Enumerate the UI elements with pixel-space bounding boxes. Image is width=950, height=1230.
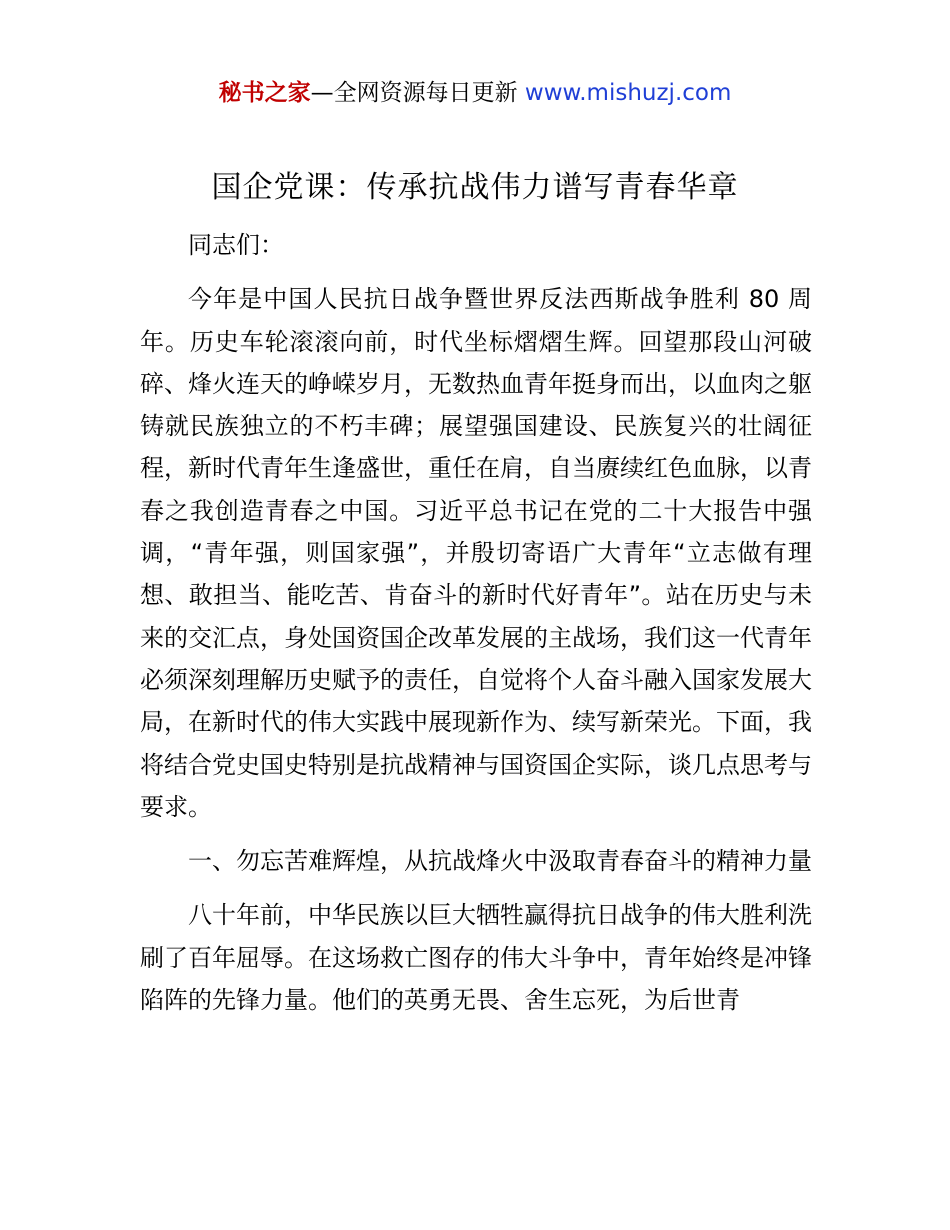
paragraph-intro: 今年是中国人民抗日战争暨世界反法西斯战争胜利 80 周年。历史车轮滚滚向前，时代坐标熠熠生辉。回望那段山河破碎、烽火连天的峥嵘岁月，无数热血青年挺身而出，以血肉之躯铸就民族独立的不朽丰碑；展望强国建设、民族复兴的壮阔征程，新时代青年生逢盛世，重任在肩，自当赓续红色血脉，以青春之我创造青春之中国。习近平总书记在党的二十大报告中强调，“青年强，则国家强”，并殷切寄语广大青年“立志做有理想、敢担当、能吃苦、肯奋斗的新时代好青年”。站在历史与未来的交汇点，身处国资国企改革发展的主战场，我们这一代青年必须深刻理解历史赋予的责任，自觉将个人奋斗融入国家发展大局，在新时代的伟大实践中展现新作为、续写新荣光。下面，我将结合党史国史特别是抗战精神与国资国企实际，谈几点思考与要求。 [140,285,812,821]
paragraph-section-1: 八十年前，中华民族以巨大牺牲赢得抗日战争的伟大胜利洗刷了百年屈辱。在这场救亡图存的伟大斗争中，青年始终是冲锋陷阵的先锋力量。他们的英勇无畏、舍生忘死，为后世青 [140,901,812,1015]
site-name: 秘书之家 [218,80,311,106]
site-url-link[interactable]: www.mishuzj.com [524,80,732,106]
section-heading-1: 一、勿忘苦难辉煌，从抗战烽火中汲取青春奋斗的精神力量 [188,847,812,876]
document-title: 国企党课：传承抗战伟力谱写青春华章 [211,170,739,205]
site-header [0,76,950,110]
site-tagline: —全网资源每日更新 [310,80,525,106]
document-body [140,224,812,1033]
greeting: 同志们： [188,231,284,259]
